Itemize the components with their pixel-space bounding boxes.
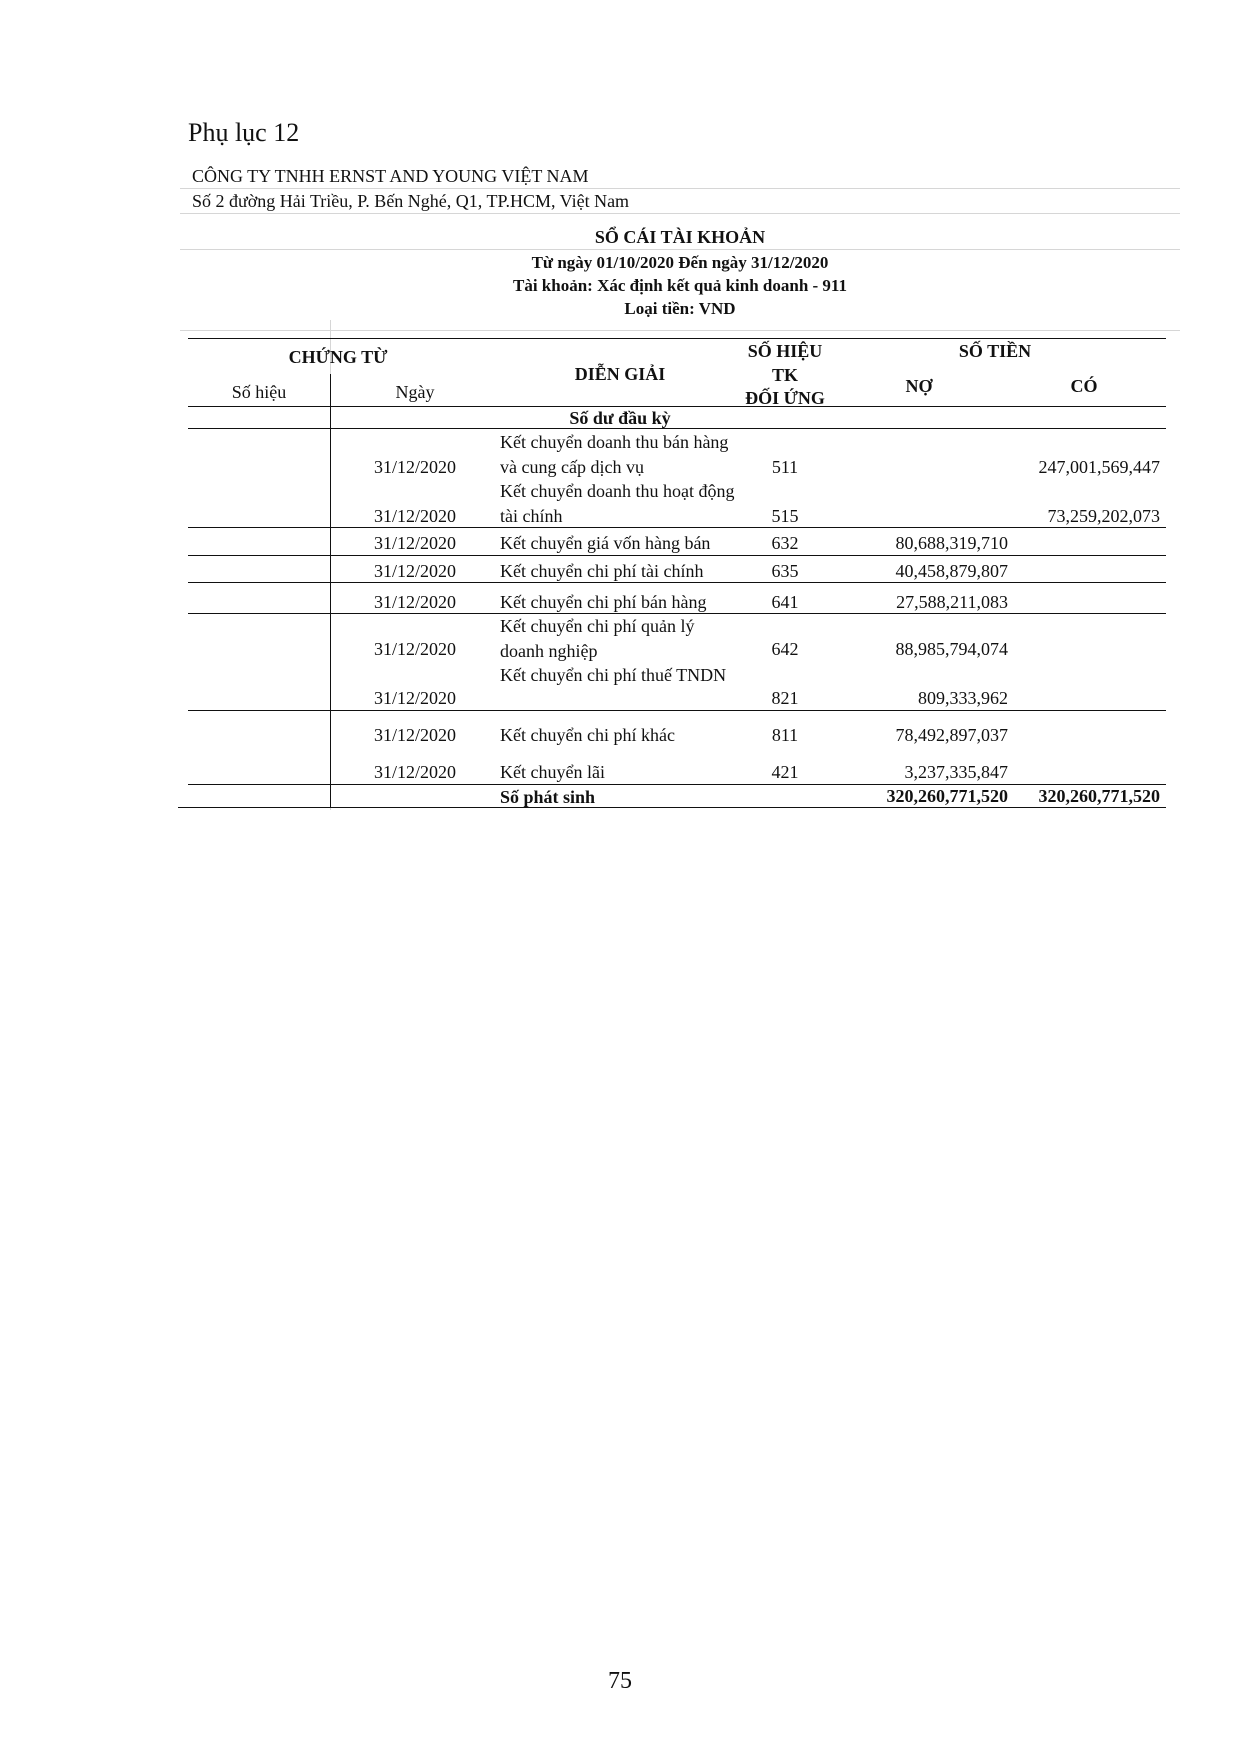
- row-debit: 3,237,335,847: [904, 762, 1008, 782]
- header-account-line1: SỐ HIỆU: [747, 341, 823, 361]
- header-debit: NỢ: [905, 376, 933, 396]
- company-name: CÔNG TY TNHH ERNST AND YOUNG VIỆT NAM: [192, 166, 589, 186]
- table-bottom-border: [178, 807, 1166, 808]
- row-date: 31/12/2020: [373, 592, 456, 612]
- report-currency: Loại tiền: VND: [624, 299, 736, 318]
- row-description: Kết chuyển chi phí thuế TNDN: [500, 665, 727, 685]
- totals-debit: 320,260,771,520: [886, 786, 1008, 806]
- row-account: 511: [771, 457, 799, 477]
- header-account-line3: ĐỐI ỨNG: [745, 388, 825, 408]
- row-credit: 247,001,569,447: [1038, 457, 1160, 477]
- row-debit: 40,458,879,807: [895, 561, 1008, 581]
- row-debit: 80,688,319,710: [895, 533, 1008, 553]
- row-date: 31/12/2020: [373, 506, 456, 526]
- row-date: 31/12/2020: [373, 762, 456, 782]
- row-border: [188, 710, 1166, 711]
- row-debit: 78,492,897,037: [895, 725, 1008, 745]
- row-border: [188, 406, 1166, 407]
- header-amount: SỐ TIỀN: [958, 341, 1032, 361]
- row-account: 642: [771, 639, 799, 659]
- divider: [180, 213, 1180, 214]
- row-account: 821: [771, 688, 799, 708]
- row-description: Kết chuyển chi phí quản lý doanh nghiệp: [500, 616, 695, 661]
- row-date: 31/12/2020: [373, 725, 456, 745]
- row-debit: 88,985,794,074: [895, 639, 1008, 659]
- row-account: 421: [771, 762, 799, 782]
- header-description: DIỄN GIẢI: [574, 364, 666, 384]
- row-account: 641: [771, 592, 799, 612]
- row-description: Kết chuyển chi phí tài chính: [500, 561, 704, 581]
- row-date: 31/12/2020: [373, 561, 456, 581]
- appendix-label: Phụ lục 12: [188, 118, 300, 147]
- header-account-line2: TK: [771, 365, 798, 385]
- row-description: Kết chuyển doanh thu bán hàng và cung cấp dịch vụ: [500, 432, 729, 477]
- company-address: Số 2 đường Hải Triều, P. Bến Nghé, Q1, TP.HCM, Việt Nam: [192, 191, 630, 211]
- header-credit: CÓ: [1070, 376, 1098, 396]
- header-date: Ngày: [395, 382, 435, 402]
- row-description: Kết chuyển giá vốn hàng bán: [500, 533, 711, 553]
- row-account: 515: [771, 506, 799, 526]
- report-account: Tài khoản: Xác định kết quả kinh doanh - 911: [513, 276, 847, 295]
- row-debit: 27,588,211,083: [896, 592, 1008, 612]
- row-account: 811: [771, 725, 799, 745]
- report-title: SỔ CÁI TÀI KHOẢN: [594, 227, 766, 247]
- opening-balance-label: Số dư đầu kỳ: [569, 408, 671, 428]
- row-border: [188, 582, 1166, 583]
- row-account: 635: [771, 561, 799, 581]
- table-top-border: [188, 338, 1166, 339]
- row-description: Kết chuyển lãi: [500, 762, 605, 782]
- divider: [180, 188, 1180, 189]
- row-description: Kết chuyển chi phí khác: [500, 725, 675, 745]
- row-date: 31/12/2020: [373, 639, 456, 659]
- page-number: 75: [608, 1668, 632, 1694]
- row-date: 31/12/2020: [373, 688, 456, 708]
- totals-credit: 320,260,771,520: [1038, 786, 1160, 806]
- row-description: Kết chuyển doanh thu hoạt động tài chính: [500, 481, 735, 526]
- row-account: 632: [771, 533, 799, 553]
- row-border: [188, 428, 1166, 429]
- row-border: [188, 555, 1166, 556]
- report-period: Từ ngày 01/10/2020 Đến ngày 31/12/2020: [531, 253, 829, 272]
- row-date: 31/12/2020: [373, 457, 456, 477]
- header-voucher: CHỨNG TỪ: [288, 347, 388, 367]
- row-description: Kết chuyển chi phí bán hàng: [500, 592, 707, 612]
- row-date: 31/12/2020: [373, 533, 456, 553]
- totals-label: Số phát sinh: [500, 787, 596, 807]
- row-debit: 809,333,962: [918, 688, 1008, 708]
- divider: [180, 249, 1180, 250]
- row-border: [188, 527, 1166, 528]
- header-voucher-no: Số hiệu: [231, 382, 287, 402]
- row-credit: 73,259,202,073: [1047, 506, 1160, 526]
